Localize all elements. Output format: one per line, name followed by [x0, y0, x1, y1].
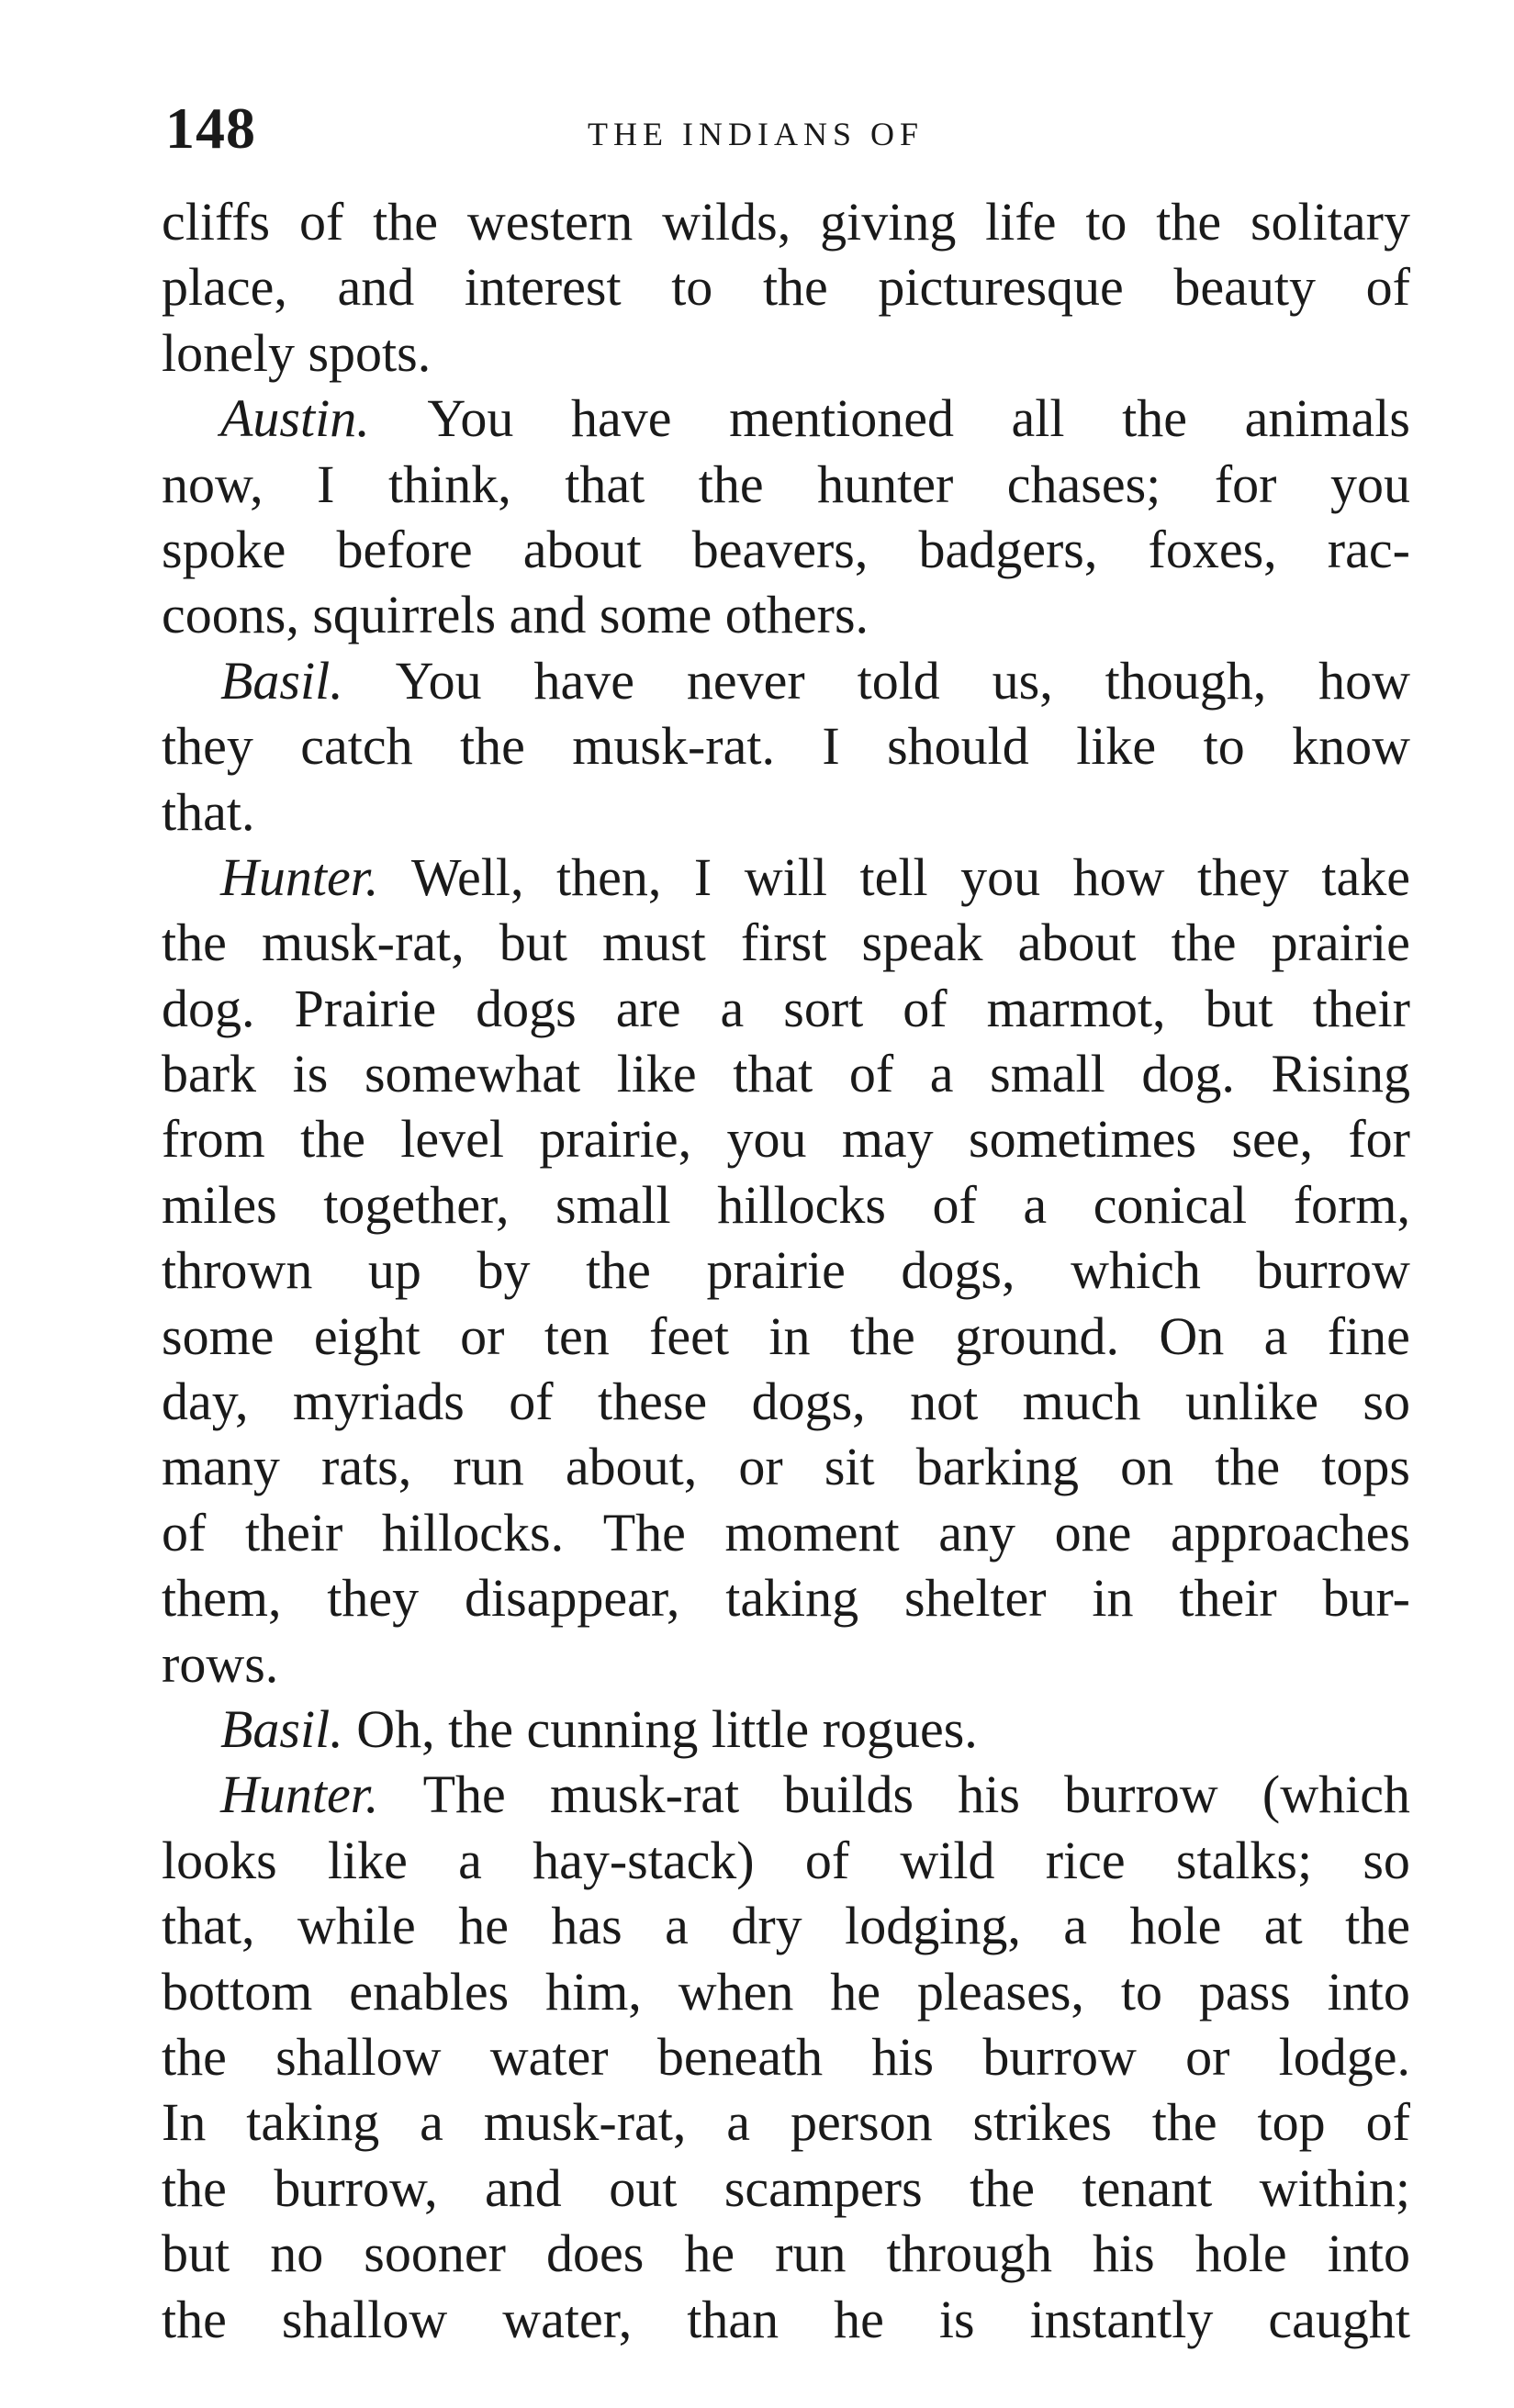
word: beneath: [656, 2026, 824, 2087]
word: unlike: [1184, 1372, 1318, 1432]
word: are: [615, 978, 681, 1038]
word: than: [687, 2289, 779, 2349]
word: for: [1214, 454, 1277, 514]
word: The: [422, 1764, 506, 1825]
word: their: [1179, 1568, 1277, 1629]
word: of: [1365, 257, 1410, 318]
word: ten: [544, 1305, 610, 1366]
word: about: [522, 519, 642, 579]
word: us,: [992, 650, 1053, 711]
word: looks: [162, 1830, 277, 1890]
word: conical: [1093, 1174, 1248, 1235]
word: up: [367, 1240, 421, 1301]
word: any: [938, 1502, 1016, 1562]
word: approaches: [1171, 1502, 1410, 1562]
text-line: [162, 1304, 1410, 1369]
word: water: [489, 2026, 609, 2087]
word: that.: [162, 781, 255, 842]
text-line: [162, 1631, 1410, 1697]
word: together,: [323, 1174, 510, 1235]
word: cliffs: [162, 192, 271, 252]
text-line: [162, 2287, 1410, 2352]
word: catch: [300, 716, 413, 777]
word: the: [1171, 913, 1237, 973]
text-line: [162, 2156, 1410, 2221]
text-line: [162, 1828, 1410, 1893]
word: burrow: [982, 2026, 1137, 2087]
word: a: [665, 1896, 689, 1956]
word: hillocks: [717, 1174, 886, 1235]
word: so: [1363, 1372, 1410, 1432]
word: dry: [731, 1896, 802, 1956]
word: place,: [162, 257, 287, 318]
word: a: [1063, 1896, 1088, 1956]
word: hillocks.: [381, 1502, 565, 1562]
word: solitary: [1250, 192, 1410, 252]
word: how: [1072, 846, 1165, 907]
word: strikes: [972, 2092, 1112, 2153]
word: hunter: [817, 454, 954, 514]
word: the: [1215, 1437, 1281, 1497]
word: they: [1197, 846, 1289, 907]
word: to: [671, 257, 713, 318]
word: You: [427, 388, 514, 449]
word: or: [460, 1305, 505, 1366]
word: or: [1185, 2026, 1230, 2087]
word: into: [1327, 2223, 1410, 2284]
word: rac-: [1327, 519, 1410, 579]
word: one: [1054, 1502, 1132, 1562]
word: lodging,: [845, 1896, 1021, 1956]
word: dogs: [476, 978, 577, 1038]
word: rows.: [162, 1633, 279, 1694]
word: first: [740, 913, 827, 973]
word: prairie,: [539, 1109, 692, 1170]
word: I: [693, 846, 712, 907]
word: then,: [556, 846, 662, 907]
word: they: [162, 716, 253, 777]
word: but: [162, 2223, 230, 2284]
text-line: [162, 1041, 1410, 1106]
speaker-name: Basil.: [220, 650, 343, 711]
word: wilds,: [662, 192, 791, 252]
text-line: [162, 386, 1410, 451]
word: life: [985, 192, 1057, 252]
word: no: [270, 2223, 324, 2284]
word: will: [744, 846, 827, 907]
word: much: [1022, 1372, 1141, 1432]
word: lodge.: [1278, 2026, 1410, 2087]
text-line: [162, 1500, 1410, 1565]
word: and: [337, 257, 415, 318]
word: told: [857, 650, 940, 711]
word: that: [733, 1044, 813, 1104]
word: like: [616, 1044, 697, 1104]
word: burrow,: [274, 2157, 438, 2218]
word: in: [768, 1305, 811, 1366]
text-line: [162, 1238, 1410, 1303]
word: has: [551, 1896, 622, 1956]
word: coons,: [162, 585, 299, 645]
text-line: [162, 1893, 1410, 1958]
word: spoke: [162, 519, 286, 579]
word: giving: [820, 192, 957, 252]
word: top: [1257, 2092, 1326, 2153]
word: lonely: [162, 322, 295, 383]
word: may: [841, 1109, 934, 1170]
word: on: [1120, 1437, 1174, 1497]
word: dogs,: [751, 1372, 866, 1432]
word: Well,: [410, 846, 524, 907]
word: Rising: [1271, 1044, 1410, 1104]
word: though,: [1105, 650, 1267, 711]
word: Prairie: [294, 978, 437, 1038]
word: of: [509, 1372, 554, 1432]
word: rogues.: [822, 1698, 978, 1759]
word: builds: [783, 1764, 914, 1825]
word: On: [1159, 1305, 1225, 1366]
text-line: [162, 1434, 1410, 1499]
word: bur-: [1322, 1568, 1410, 1629]
word: beavers,: [691, 519, 869, 579]
word: the: [162, 913, 227, 973]
word: you: [960, 846, 1041, 907]
word: his: [871, 2026, 935, 2087]
word: a: [1023, 1174, 1048, 1235]
word: but: [499, 913, 567, 973]
word: chases;: [1006, 454, 1161, 514]
word: see,: [1231, 1109, 1313, 1170]
word: like: [1076, 716, 1157, 777]
word: feet: [649, 1305, 730, 1366]
word: taking: [725, 1568, 859, 1629]
word: tops: [1321, 1437, 1410, 1497]
text-line: [162, 648, 1410, 713]
text-line: [162, 1959, 1410, 2024]
word: through: [886, 2223, 1052, 2284]
word: the: [1122, 388, 1187, 449]
word: know: [1292, 716, 1410, 777]
word: not: [910, 1372, 979, 1432]
word: somewhat: [364, 1044, 581, 1104]
text-line: [162, 1106, 1410, 1171]
word: the: [762, 257, 828, 318]
text-line: [162, 517, 1410, 582]
word: shallow: [275, 2026, 442, 2087]
word: (which: [1262, 1764, 1410, 1825]
speaker-name: Austin.: [220, 388, 370, 449]
word: by: [477, 1240, 531, 1301]
word: their: [1312, 978, 1410, 1038]
word: hole: [1194, 2223, 1287, 2284]
word: small: [555, 1174, 671, 1235]
word: out: [609, 2157, 678, 2218]
text-line: [162, 452, 1410, 517]
text-line: [162, 582, 1410, 647]
word: that,: [162, 1896, 255, 1956]
word: the: [300, 1109, 365, 1170]
body-text: [162, 189, 1410, 2352]
word: of: [848, 1044, 894, 1104]
page-number: 148: [165, 95, 256, 161]
word: fine: [1327, 1305, 1410, 1366]
word: barking: [915, 1437, 1079, 1497]
speaker-name: Hunter.: [220, 846, 379, 907]
word: musk-rat,: [483, 2092, 687, 2153]
word: You: [395, 650, 482, 711]
word: them,: [162, 1568, 282, 1629]
text-line: [162, 1565, 1410, 1630]
word: water,: [502, 2289, 633, 2349]
word: person: [790, 2092, 933, 2153]
text-line: [162, 1762, 1410, 1827]
word: musk-rat: [549, 1764, 740, 1825]
word: foxes,: [1148, 519, 1277, 579]
word: In: [162, 2092, 207, 2153]
word: marmot,: [986, 978, 1166, 1038]
word: within;: [1259, 2157, 1410, 2218]
word: musk-rat.: [572, 716, 775, 777]
word: these: [597, 1372, 708, 1432]
word: the: [373, 192, 438, 252]
word: interest: [464, 257, 622, 318]
running-header: THE INDIANS OF: [588, 116, 924, 152]
word: should: [887, 716, 1029, 777]
word: how: [1318, 650, 1410, 711]
word: when: [678, 1961, 794, 2022]
word: wild: [900, 1830, 995, 1890]
word: but: [1205, 978, 1273, 1038]
word: beauty: [1173, 257, 1316, 318]
word: a: [458, 1830, 482, 1890]
text-line: [162, 2089, 1410, 2155]
word: caught: [1268, 2289, 1410, 2349]
word: is: [938, 2289, 975, 2349]
word: before: [336, 519, 473, 579]
word: take: [1321, 846, 1410, 907]
word: picturesque: [878, 257, 1124, 318]
word: he: [834, 2289, 884, 2349]
word: of: [903, 978, 948, 1038]
word: or: [738, 1437, 783, 1497]
word: in: [1092, 1568, 1134, 1629]
word: their: [244, 1502, 343, 1562]
word: myriads: [292, 1372, 465, 1432]
word: bark: [162, 1044, 257, 1104]
word: a: [420, 2092, 443, 2153]
text-line: [162, 1697, 1410, 1762]
text-line: [162, 1369, 1410, 1434]
word: all: [1011, 388, 1065, 449]
word: have: [571, 388, 672, 449]
word: and: [485, 2157, 562, 2218]
word: the: [849, 1305, 915, 1366]
word: that: [565, 454, 645, 514]
word: does: [545, 2223, 645, 2284]
word: he: [458, 1896, 509, 1956]
text-line: [162, 2221, 1410, 2286]
word: so: [1363, 1830, 1410, 1890]
word: spots.: [308, 322, 432, 383]
text-line: [162, 1172, 1410, 1238]
word: badgers,: [918, 519, 1098, 579]
word: scampers: [723, 2157, 923, 2218]
word: dogs,: [901, 1240, 1015, 1301]
speaker-name: Basil.: [220, 1698, 343, 1759]
word: pass: [1198, 1961, 1291, 2022]
word: hay-stack): [533, 1830, 755, 1890]
word: him,: [545, 1961, 642, 2022]
text-line: [162, 910, 1410, 975]
word: others.: [724, 585, 869, 645]
word: little: [711, 1698, 810, 1759]
word: form,: [1293, 1174, 1410, 1235]
word: many: [162, 1437, 280, 1497]
text-line: [162, 976, 1410, 1041]
word: some: [162, 1305, 275, 1366]
word: tenant: [1082, 2157, 1213, 2218]
word: shelter: [904, 1568, 1047, 1629]
word: sometimes: [969, 1109, 1197, 1170]
word: from: [162, 1109, 265, 1170]
word: run: [453, 1437, 524, 1497]
word: and: [509, 585, 587, 645]
word: about,: [565, 1437, 698, 1497]
word: of: [804, 1830, 850, 1890]
word: sit: [824, 1437, 875, 1497]
word: of: [162, 1502, 207, 1562]
word: which: [1071, 1240, 1201, 1301]
word: never: [686, 650, 805, 711]
word: shallow: [281, 2289, 448, 2349]
word: squirrels: [312, 585, 497, 645]
word: disappear,: [464, 1568, 680, 1629]
word: sort: [783, 978, 864, 1038]
word: he: [684, 2223, 735, 2284]
word: western: [466, 192, 634, 252]
word: animals: [1244, 388, 1410, 449]
word: a: [1263, 1305, 1288, 1366]
word: his: [958, 1764, 1020, 1825]
word: moment: [724, 1502, 900, 1562]
word: dog.: [162, 978, 255, 1038]
text-line: [162, 189, 1410, 254]
word: to: [1120, 1961, 1162, 2022]
word: his: [1093, 2223, 1155, 2284]
word: hole: [1129, 1896, 1222, 1956]
word: musk-rat,: [261, 913, 465, 973]
word: about: [1017, 913, 1137, 973]
word: like: [327, 1830, 408, 1890]
word: prairie: [1271, 913, 1410, 973]
word: to: [1203, 716, 1245, 777]
word: Oh,: [356, 1698, 435, 1759]
text-line: [162, 779, 1410, 845]
word: I: [317, 454, 335, 514]
word: level: [400, 1109, 504, 1170]
word: enables: [349, 1961, 510, 2022]
word: small: [990, 1044, 1105, 1104]
word: the: [448, 1698, 513, 1759]
word: speak: [861, 913, 983, 973]
word: the: [1156, 192, 1222, 252]
word: the: [586, 1240, 651, 1301]
word: the: [1151, 2092, 1217, 2153]
word: rice: [1045, 1830, 1126, 1890]
word: a: [720, 978, 745, 1038]
word: eight: [313, 1305, 421, 1366]
word: rats,: [321, 1437, 412, 1497]
text-line: [162, 713, 1410, 778]
word: bottom: [162, 1961, 313, 2022]
word: burrow: [1064, 1764, 1218, 1825]
text-line: [162, 2024, 1410, 2089]
word: into: [1327, 1961, 1410, 2022]
word: The: [602, 1502, 686, 1562]
word: dog.: [1141, 1044, 1235, 1104]
word: of: [1365, 2092, 1410, 2153]
speaker-name: Hunter.: [220, 1764, 379, 1825]
word: ground.: [955, 1305, 1119, 1366]
word: some: [599, 585, 712, 645]
word: the: [1345, 1896, 1410, 1956]
word: of: [298, 192, 344, 252]
word: I: [822, 716, 840, 777]
word: think,: [387, 454, 511, 514]
word: cunning: [526, 1698, 699, 1759]
word: mentioned: [729, 388, 954, 449]
word: have: [533, 650, 635, 711]
word: a: [726, 2092, 751, 2153]
word: he: [830, 1961, 881, 2022]
word: stalks;: [1175, 1830, 1313, 1890]
word: they: [327, 1568, 420, 1629]
word: sooner: [364, 2223, 506, 2284]
word: burrow: [1256, 1240, 1410, 1301]
word: at: [1263, 1896, 1303, 1956]
word: the: [162, 2026, 227, 2087]
word: taking: [246, 2092, 380, 2153]
word: you: [726, 1109, 807, 1170]
word: miles: [162, 1174, 277, 1235]
word: while: [297, 1896, 416, 1956]
word: the: [162, 2157, 227, 2218]
text-line: [162, 254, 1410, 319]
word: now,: [162, 454, 264, 514]
word: the: [162, 2289, 227, 2349]
word: instantly: [1029, 2289, 1214, 2349]
word: thrown: [162, 1240, 313, 1301]
text-line: [162, 320, 1410, 386]
word: you: [1329, 454, 1410, 514]
word: the: [970, 2157, 1035, 2218]
word: must: [601, 913, 706, 973]
word: is: [292, 1044, 329, 1104]
word: the: [698, 454, 764, 514]
word: pleases,: [916, 1961, 1084, 2022]
word: day,: [162, 1372, 249, 1432]
word: run: [775, 2223, 847, 2284]
word: to: [1085, 192, 1127, 252]
word: a: [929, 1044, 954, 1104]
word: tell: [859, 846, 928, 907]
word: prairie: [706, 1240, 846, 1301]
word: for: [1348, 1109, 1410, 1170]
word: of: [932, 1174, 977, 1235]
word: the: [460, 716, 525, 777]
text-line: [162, 845, 1410, 910]
